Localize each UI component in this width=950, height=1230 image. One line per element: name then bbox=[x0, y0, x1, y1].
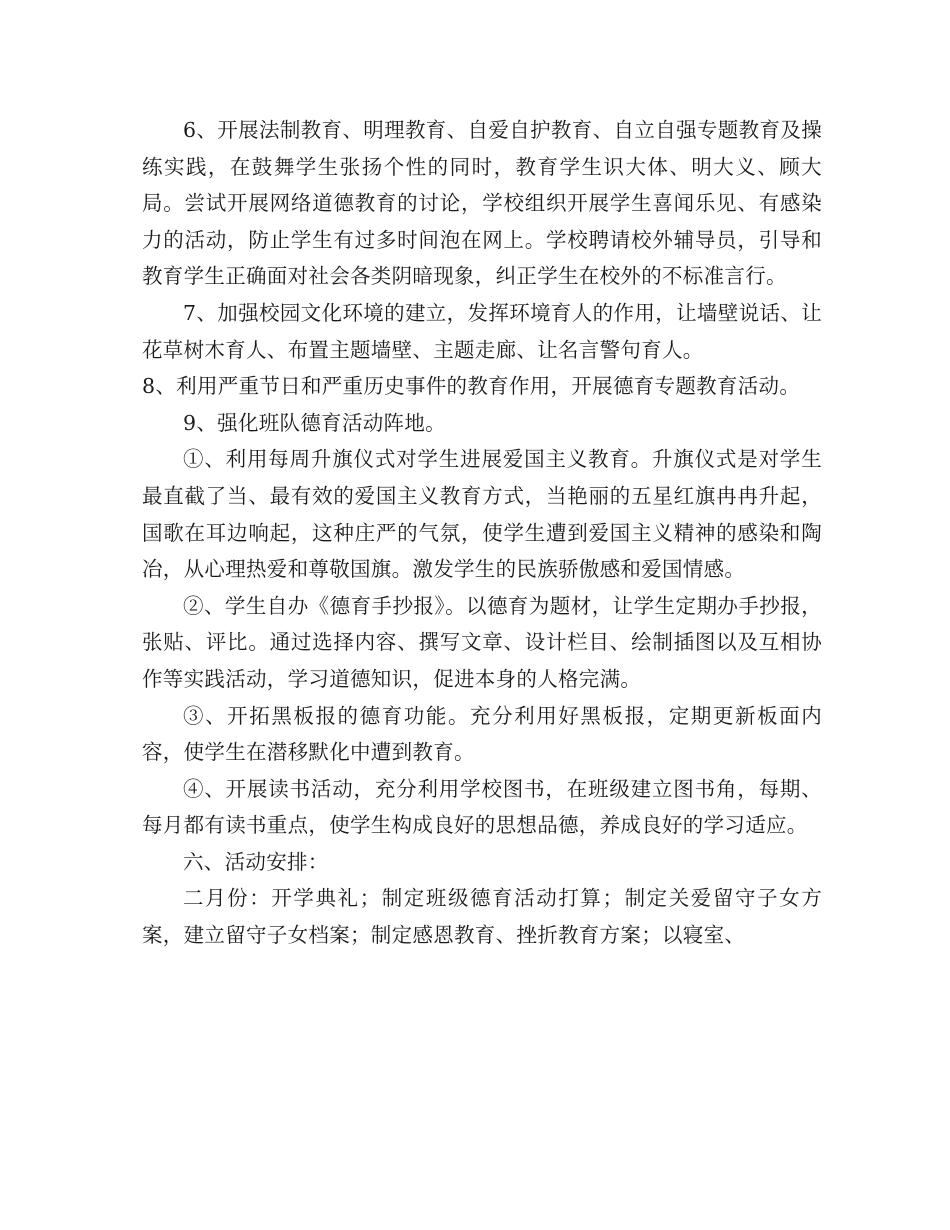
document-body bbox=[142, 112, 822, 954]
paragraph-item-6: 6、开展法制教育、明理教育、自爱自护教育、自立自强专题教育及操练实践，在鼓舞学生张扬个性的同时，教育学生识大体、明大义、顾大局。尝试开展网络道德教育的讨论，学校组织开展学生喜闻乐见、有感染力的活动，防止学生有过多时间泡在网上。学校聘请校外辅导员，引导和教育学生正确面对社会各类阴暗现象，纠正学生在校外的不标准言行。 bbox=[142, 118, 822, 289]
paragraph-subitem-3: ③、开拓黑板报的德育功能。充分利用好黑板报，定期更新板面内容，使学生在潜移默化中遭到教育。 bbox=[142, 703, 822, 765]
section-heading: 六、活动安排： bbox=[183, 849, 329, 874]
paragraph-item-8: 8、利用严重节日和严重历史事件的教育作用，开展德育专题教育活动。 bbox=[142, 374, 801, 399]
paragraph-february: 二月份：开学典礼；制定班级德育活动打算；制定关爱留守子女方案，建立留守子女档案；制定感恩教育、挫折教育方案；以寝室、 bbox=[142, 886, 822, 948]
paragraph-subitem-4: ④、开展读书活动，充分利用学校图书，在班级建立图书角，每期、每月都有读书重点，使学生构成良好的思想品德，养成良好的学习适应。 bbox=[142, 776, 822, 838]
paragraph-item-9: 9、强化班队德育活动阵地。 bbox=[183, 410, 446, 435]
paragraph-item-7: 7、加强校园文化环境的建立，发挥环境育人的作用，让墙壁说话、让花草树木育人、布置主题墙壁、主题走廊、让名言警句育人。 bbox=[142, 300, 822, 362]
paragraph-subitem-2: ②、学生自办《德育手抄报》。以德育为题材，让学生定期办手抄报，张贴、评比。通过选择内容、撰写文章、设计栏目、绘制插图以及互相协作等实践活动，学习道德知识，促进本身的人格完满。 bbox=[142, 593, 822, 691]
paragraph-subitem-1: ①、利用每周升旗仪式对学生进展爱国主义教育。升旗仪式是对学生最直截了当、最有效的爱国主义教育方式，当艳丽的五星红旗冉冉升起，国歌在耳边响起，这种庄严的气氛，使学生遭到爱国主义精神的感染和陶冶，从心理热爱和尊敬国旗。激发学生的民族骄傲感和爱国情感。 bbox=[142, 447, 822, 582]
